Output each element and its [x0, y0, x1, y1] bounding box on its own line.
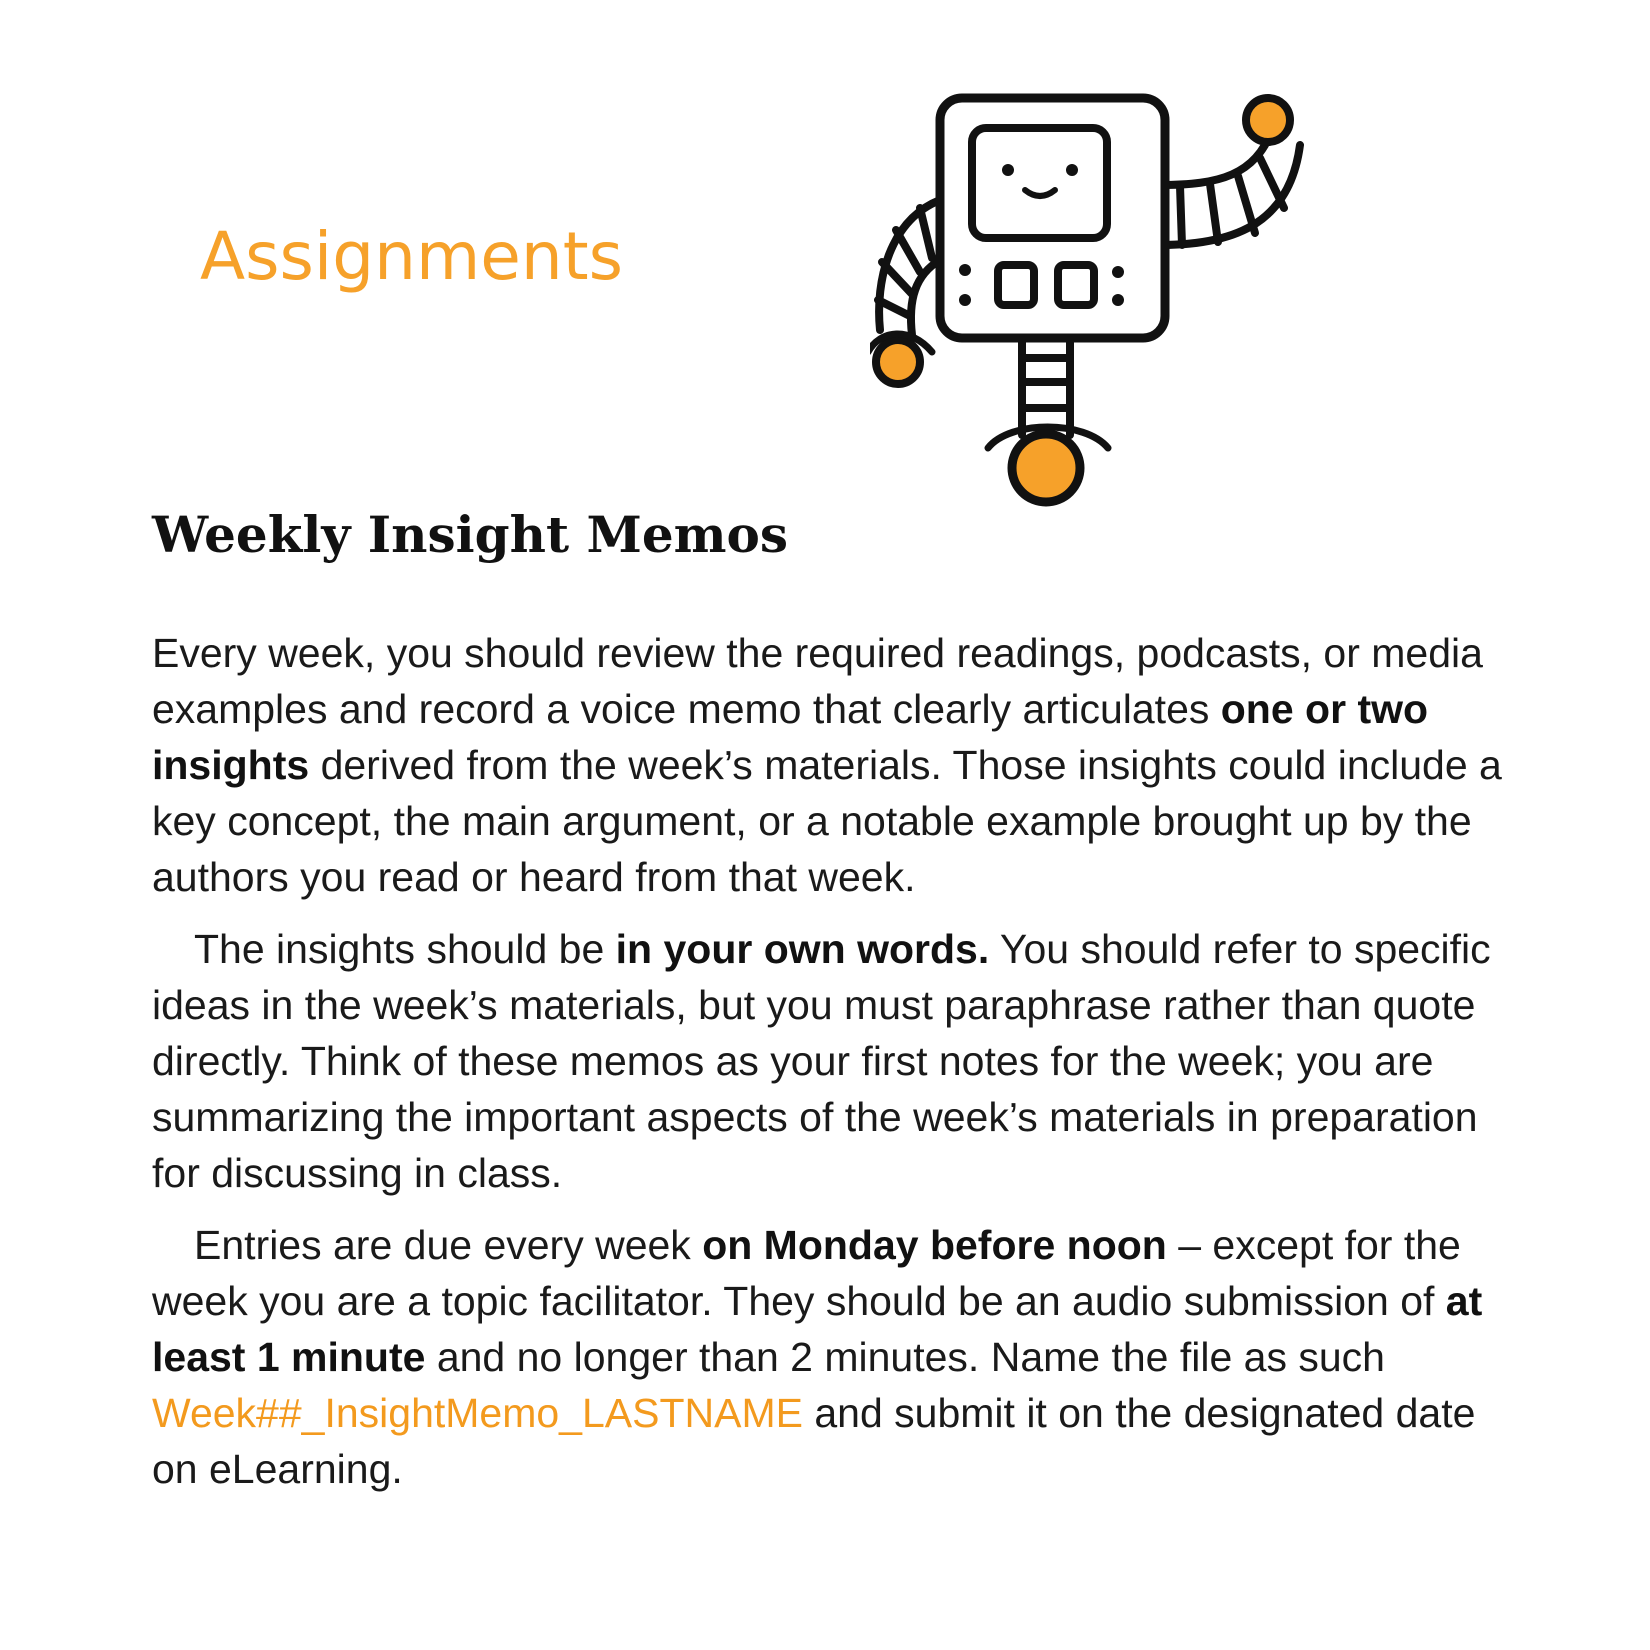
- robot-left-arm: [878, 200, 940, 335]
- robot-button-1: [998, 265, 1034, 305]
- assignment-description: [152, 625, 1512, 1513]
- emphasis-min-length: at least 1 minute: [152, 1278, 1483, 1380]
- page-title: Weekly Insight Memos: [152, 505, 789, 564]
- emphasis-due-date: on Monday before noon: [702, 1222, 1167, 1268]
- robot-screen: [972, 128, 1107, 238]
- robot-wheel: [1012, 434, 1080, 502]
- robot-button-2: [1058, 265, 1094, 305]
- robot-illustration: [870, 90, 1390, 540]
- robot-right-arm: [1160, 130, 1300, 245]
- filename-pattern: Week##_InsightMemo_LASTNAME: [152, 1390, 803, 1436]
- robot-leg: [1022, 340, 1070, 435]
- robot-right-hand: [1246, 98, 1290, 142]
- paragraph-1: Every week, you should review the required readings, podcasts, or media examples and record a voice memo that clearly articulates one or two insights derived from the week’s materials. Those insights could include a key concept, the main argument, or a notable example brought up by the authors you read or heard from that week.: [152, 630, 1502, 900]
- robot-eye-right: [1066, 164, 1078, 176]
- emphasis-own-words: in your own words.: [615, 926, 990, 972]
- emphasis-insights: one or two insights: [152, 686, 1429, 788]
- paragraph-3: Entries are due every week on Monday before noon – except for the week you are a topic facilitator. They should be an audio submission of at least 1 minute and no longer than 2 minutes. Name the file as such Week##_InsightMemo_LASTNAME and submit it on the designated date on eLearning.: [152, 1222, 1483, 1492]
- robot-left-hand: [876, 340, 920, 384]
- paragraph-2: The insights should be in your own words. You should refer to specific ideas in the week’s materials, but you must paraphrase rather than quote directly. Think of these memos as your first notes for the week; you are summarizing the important aspects of the week’s materials in preparation for discussing in class.: [152, 926, 1491, 1196]
- robot-eye-left: [1002, 164, 1014, 176]
- section-label: Assignments: [200, 218, 623, 295]
